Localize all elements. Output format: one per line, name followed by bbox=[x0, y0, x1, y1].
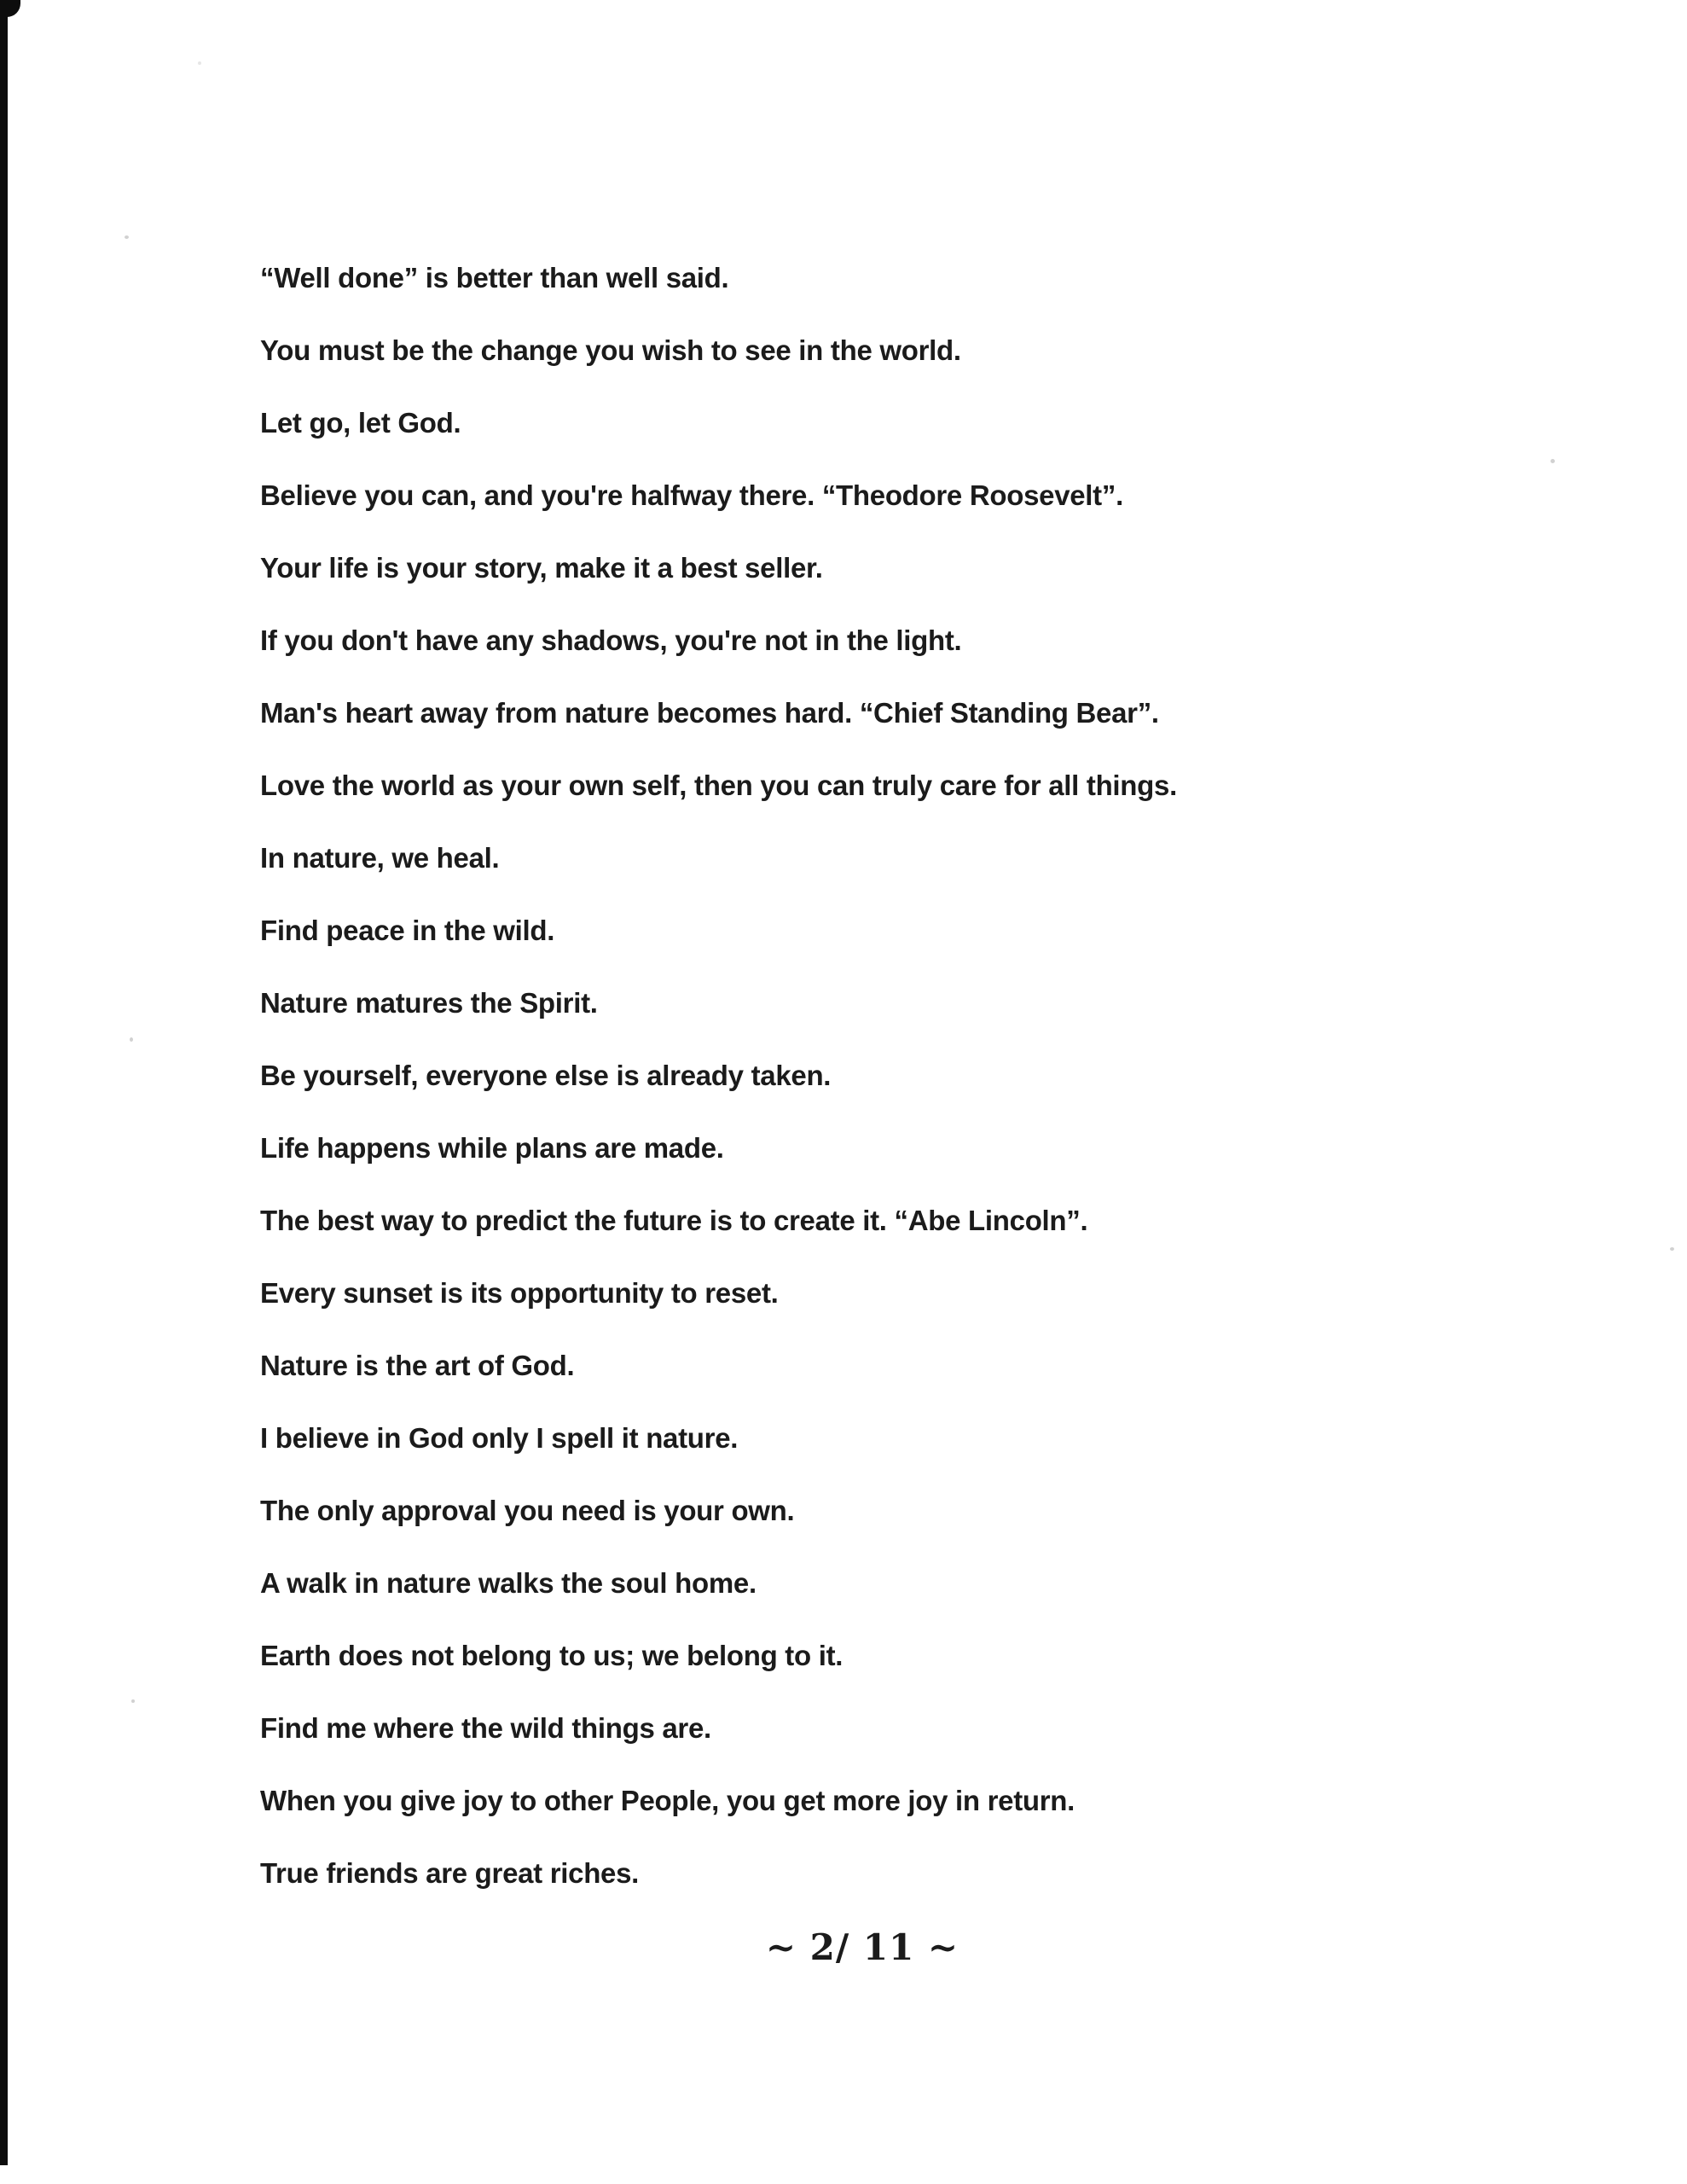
scan-edge-artifact bbox=[0, 0, 8, 2165]
quote-line: Man's heart away from nature becomes hard. “Chief Standing Bear”. bbox=[260, 697, 1159, 729]
quote-line: A walk in nature walks the soul home. bbox=[260, 1567, 757, 1599]
quote-line: If you don't have any shadows, you're not in the light. bbox=[260, 624, 962, 656]
quote-line: Nature is the art of God. bbox=[260, 1350, 575, 1381]
quotes-list bbox=[260, 241, 1539, 1909]
quote-line: The only approval you need is your own. bbox=[260, 1495, 795, 1526]
quote-line: Life happens while plans are made. bbox=[260, 1132, 724, 1164]
quote-line: In nature, we heal. bbox=[260, 842, 500, 874]
quote-line: Love the world as your own self, then you can truly care for all things. bbox=[260, 770, 1177, 801]
quote-line: Be yourself, everyone else is already taken. bbox=[260, 1060, 832, 1091]
quote-line: The best way to predict the future is to create it. “Abe Lincoln”. bbox=[260, 1205, 1088, 1236]
scan-corner-artifact bbox=[0, 0, 20, 17]
scan-speckle bbox=[131, 1699, 135, 1703]
quote-line: Nature matures the Spirit. bbox=[260, 987, 598, 1019]
quote-line: Let go, let God. bbox=[260, 407, 461, 439]
page-number: ~ 2/ 11 ~ bbox=[765, 1926, 959, 1968]
quote-line: “Well done” is better than well said. bbox=[260, 262, 729, 293]
quote-line: When you give joy to other People, you get more joy in return. bbox=[260, 1785, 1075, 1816]
quote-line: Earth does not belong to us; we belong to it. bbox=[260, 1640, 844, 1671]
scan-speckle bbox=[130, 1037, 133, 1042]
quote-line: Find me where the wild things are. bbox=[260, 1712, 711, 1744]
quote-line: Believe you can, and you're halfway there. “Theodore Roosevelt”. bbox=[260, 479, 1123, 511]
quote-line: I believe in God only I spell it nature. bbox=[260, 1422, 739, 1454]
quote-line: True friends are great riches. bbox=[260, 1857, 640, 1889]
scan-speckle bbox=[1670, 1247, 1674, 1251]
quote-line: Find peace in the wild. bbox=[260, 915, 555, 946]
quote-line: You must be the change you wish to see in the world. bbox=[260, 334, 961, 366]
quote-line: Every sunset is its opportunity to reset. bbox=[260, 1277, 779, 1309]
scan-speckle bbox=[125, 235, 129, 239]
scan-speckle bbox=[1551, 459, 1555, 463]
quote-line: Your life is your story, make it a best seller. bbox=[260, 552, 823, 584]
scan-speckle bbox=[198, 61, 201, 65]
